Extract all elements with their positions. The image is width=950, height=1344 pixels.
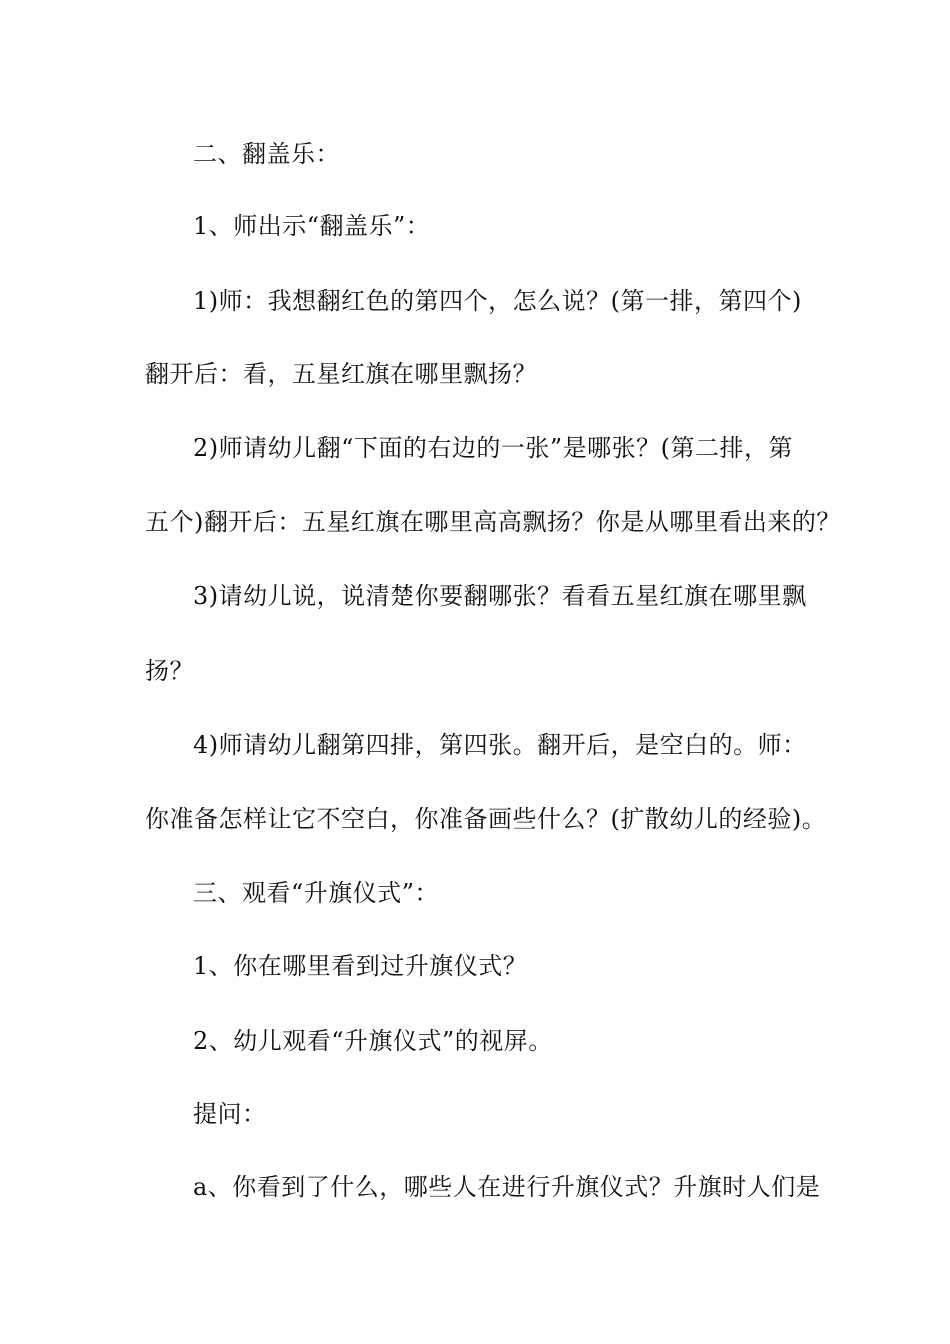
paragraph-line: 翻开后：看，五星红旗在哪里飘扬？ (145, 360, 537, 388)
paragraph-line: a、你看到了什么，哪些人在进行升旗仪式？升旗时人们是 (193, 1173, 821, 1201)
paragraph-line: 扬？ (145, 657, 194, 685)
section-heading-flip-game: 二、翻盖乐： (193, 140, 340, 168)
paragraph-line: 1、你在哪里看到过升旗仪式？ (193, 952, 528, 980)
paragraph-line: 2、幼儿观看“升旗仪式”的视屏。 (193, 1027, 553, 1055)
paragraph-line: 1、师出示“翻盖乐”： (193, 212, 431, 240)
paragraph-line: 3)请幼儿说，说清楚你要翻哪张？看看五星红旗在哪里飘 (193, 582, 807, 610)
paragraph-line: 1)师：我想翻红色的第四个，怎么说？(第一排，第四个) (193, 287, 802, 315)
paragraph-line: 你准备怎样让它不空白，你准备画些什么？(扩散幼儿的经验)。 (145, 805, 827, 833)
paragraph-line: 4)师请幼儿翻第四排，第四张。翻开后，是空白的。师： (193, 731, 807, 759)
paragraph-line: 2)师请幼儿翻“下面的右边的一张”是哪张？(第二排，第 (193, 434, 794, 462)
section-heading-flag-ceremony: 三、观看“升旗仪式”： (193, 879, 440, 907)
paragraph-line: 提问： (193, 1100, 267, 1128)
paragraph-line: 五个)翻开后：五星红旗在哪里高高飘扬？你是从哪里看出来的？ (145, 508, 841, 536)
